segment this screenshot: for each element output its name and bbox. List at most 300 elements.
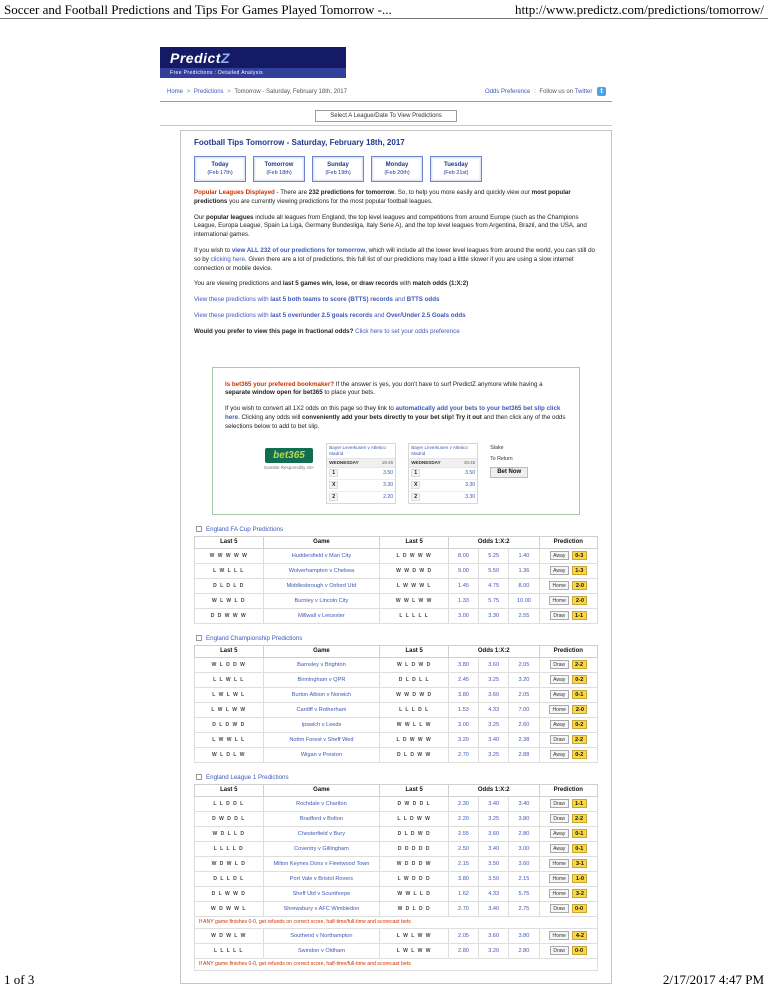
bet365-paragraph-1 bbox=[225, 381, 567, 399]
odds-home[interactable]: 2.05 bbox=[448, 928, 478, 943]
league-checkbox[interactable] bbox=[196, 635, 202, 641]
section-title-link[interactable]: England League 1 Predictions bbox=[206, 773, 289, 781]
prediction-cell bbox=[539, 732, 597, 747]
prediction-pick-badge: Home bbox=[549, 931, 569, 940]
game-link[interactable]: Ipswich v Leeds bbox=[301, 721, 342, 728]
odds-home[interactable]: 1.53 bbox=[448, 702, 478, 717]
slip-match[interactable]: Bayer Leverkusen v Atletico Madrid bbox=[327, 444, 395, 459]
text-segment: most popular predictions bbox=[194, 189, 571, 205]
section-fa-cup bbox=[194, 526, 598, 624]
text-link[interactable]: Over/Under 2.5 Goals odds bbox=[386, 311, 466, 319]
odds-away[interactable]: 2.55 bbox=[509, 608, 539, 623]
prediction-wrap bbox=[550, 904, 587, 913]
prediction-cell bbox=[539, 657, 597, 672]
odds-home[interactable]: 1.45 bbox=[448, 578, 478, 593]
predictz-logo[interactable] bbox=[160, 47, 346, 78]
section-title-row bbox=[196, 774, 598, 781]
intro-paragraph-popular-leagues bbox=[194, 189, 598, 207]
game-cell bbox=[263, 702, 380, 717]
header-last5-home: Last 5 bbox=[195, 784, 264, 796]
prediction-wrap bbox=[550, 690, 587, 699]
home-team-form: W L D D W bbox=[195, 657, 264, 672]
odds-away[interactable]: 3.60 bbox=[509, 856, 539, 871]
game-link[interactable]: Southend v Northampton bbox=[290, 932, 353, 939]
game-cell bbox=[263, 687, 380, 702]
game-cell bbox=[263, 901, 380, 916]
tab-date: (Feb 19th) bbox=[325, 169, 351, 176]
odds-home[interactable]: 3.80 bbox=[448, 657, 478, 672]
odds-away[interactable]: 2.60 bbox=[509, 717, 539, 732]
away-team-form: D D D D D bbox=[380, 841, 449, 856]
away-team-form: L W W W L bbox=[380, 578, 449, 593]
text-segment: Is bet365 your preferred bookmaker? bbox=[225, 380, 335, 388]
header-odds: Odds 1:X:2 bbox=[448, 645, 539, 657]
text-segment: popular leagues bbox=[206, 213, 254, 221]
text-link[interactable]: clicking here bbox=[210, 255, 245, 263]
odds-home[interactable]: 3.00 bbox=[448, 717, 478, 732]
slip-odds-row-draw[interactable] bbox=[409, 480, 477, 492]
top-links-separator: : bbox=[534, 89, 536, 96]
text-segment: If you wish to bbox=[194, 246, 232, 254]
slip-odds-row-home[interactable] bbox=[327, 468, 395, 480]
prediction-score-badge: 1-0 bbox=[572, 874, 587, 883]
odds-draw[interactable]: 3.20 bbox=[479, 943, 509, 958]
prediction-pick-badge: Draw bbox=[550, 946, 569, 955]
prediction-pick-badge: Away bbox=[550, 690, 569, 699]
tab-date: (Feb 21st) bbox=[443, 169, 469, 176]
away-team-form: L W D D D bbox=[380, 871, 449, 886]
odds-draw[interactable]: 3.30 bbox=[479, 608, 509, 623]
logo-brand-z: Z bbox=[220, 49, 231, 66]
text-link[interactable]: view ALL 232 of our predictions for tomorrow bbox=[231, 246, 366, 254]
home-team-form: D L D L D bbox=[195, 578, 264, 593]
prediction-wrap bbox=[550, 799, 587, 808]
prediction-cell bbox=[539, 901, 597, 916]
odds-draw[interactable]: 3.25 bbox=[479, 811, 509, 826]
odds-draw[interactable]: 4.33 bbox=[479, 702, 509, 717]
league-checkbox[interactable] bbox=[196, 526, 202, 532]
game-link[interactable]: Wigan v Preston bbox=[300, 751, 342, 758]
prediction-cell bbox=[539, 928, 597, 943]
odds-draw[interactable]: 5.75 bbox=[479, 593, 509, 608]
header-game: Game bbox=[263, 784, 380, 796]
breadcrumb-home-link[interactable]: Home bbox=[167, 88, 184, 95]
slip-time: 19:45 bbox=[463, 460, 476, 466]
game-link[interactable]: Millwall v Leicester bbox=[298, 612, 345, 619]
home-team-form: W W W W W bbox=[195, 548, 264, 563]
odds-home[interactable]: 9.00 bbox=[448, 563, 478, 578]
refund-note-row bbox=[195, 958, 598, 970]
prediction-row bbox=[195, 928, 598, 943]
odds-key: 1 bbox=[329, 469, 338, 477]
away-team-form: W D D D W bbox=[380, 856, 449, 871]
odds-home[interactable]: 2.20 bbox=[448, 811, 478, 826]
away-team-form: D L D L L bbox=[380, 672, 449, 687]
prediction-score-badge: 0-2 bbox=[572, 675, 587, 684]
text-link[interactable]: View these predictions with bbox=[194, 311, 271, 319]
slip-odds-row-away[interactable] bbox=[409, 492, 477, 503]
game-link[interactable]: Burton Albion v Norwich bbox=[291, 691, 352, 698]
home-team-form: W D W L D bbox=[195, 856, 264, 871]
away-team-form: D W D D L bbox=[380, 796, 449, 811]
game-link[interactable]: Cardiff v Rotherham bbox=[296, 706, 347, 713]
odds-home[interactable]: 2.70 bbox=[448, 901, 478, 916]
intro-paragraph-viewing-mode bbox=[194, 280, 598, 289]
odds-preference-link[interactable]: Odds Preference bbox=[485, 89, 531, 96]
prediction-wrap bbox=[549, 596, 587, 605]
follow-us-label: Follow us on bbox=[539, 89, 574, 96]
game-cell bbox=[263, 796, 380, 811]
text-link[interactable]: View these predictions with bbox=[194, 296, 271, 304]
odds-away[interactable]: 7.00 bbox=[509, 702, 539, 717]
odds-away[interactable]: 2.38 bbox=[509, 732, 539, 747]
prediction-cell bbox=[539, 687, 597, 702]
odds-draw[interactable]: 3.60 bbox=[479, 928, 509, 943]
away-team-form: D L D W W bbox=[380, 747, 449, 762]
header-odds: Odds 1:X:2 bbox=[448, 536, 539, 548]
odds-value[interactable]: 3.30 bbox=[465, 482, 476, 489]
away-team-form: L L L D L bbox=[380, 702, 449, 717]
intro-paragraph-leagues-list bbox=[194, 214, 598, 240]
prediction-pick-badge: Draw bbox=[550, 904, 569, 913]
game-link[interactable]: Swindon v Oldham bbox=[297, 947, 345, 954]
odds-away[interactable]: 3.00 bbox=[509, 841, 539, 856]
odds-away[interactable]: 3.80 bbox=[509, 928, 539, 943]
odds-draw[interactable]: 3.25 bbox=[479, 747, 509, 762]
odds-away[interactable]: 2.05 bbox=[509, 687, 539, 702]
prediction-row bbox=[195, 548, 598, 563]
prediction-pick-badge: Home bbox=[549, 859, 569, 868]
slip-odds-row-draw[interactable] bbox=[327, 480, 395, 492]
odds-away[interactable]: 2.05 bbox=[509, 657, 539, 672]
prediction-row bbox=[195, 796, 598, 811]
print-footer bbox=[4, 972, 764, 988]
prediction-pick-badge: Away bbox=[550, 750, 569, 759]
tab-date: (Feb 17th) bbox=[207, 169, 233, 176]
away-team-form: W W L W W bbox=[380, 593, 449, 608]
home-team-form: D L W W D bbox=[195, 886, 264, 901]
game-link[interactable]: Nottm Forest v Sheff Wed bbox=[289, 736, 354, 743]
over-under-link-line[interactable] bbox=[194, 312, 598, 321]
game-link[interactable]: Milton Keynes Dons v Fleetwood Town bbox=[273, 860, 370, 867]
text-link[interactable]: and bbox=[393, 296, 407, 304]
slip-odds-row-away[interactable] bbox=[327, 492, 395, 503]
odds-home[interactable]: 2.45 bbox=[448, 672, 478, 687]
odds-draw[interactable]: 4.75 bbox=[479, 578, 509, 593]
text-link[interactable]: automatically add your bets to your bet365 bet slip bbox=[395, 405, 545, 413]
game-cell bbox=[263, 856, 380, 871]
text-segment: . Given there are a lot of predictions, this full list of our predictions may load a little slower if you are using a slow internet connection or mobile device. bbox=[194, 255, 574, 272]
prediction-score-badge: 0-2 bbox=[572, 720, 587, 729]
away-team-form: L D W W W bbox=[380, 548, 449, 563]
odds-value[interactable]: 3.50 bbox=[465, 470, 476, 477]
odds-away[interactable]: 10.00 bbox=[509, 593, 539, 608]
game-link[interactable]: Chesterfield v Bury bbox=[297, 830, 346, 837]
text-segment: include all leagues from England, the top level leagues and competitions from around Europe (such as the Champions League, Europa League, Spain La Liga, Germany Bundesliga, Italy Serie A), and the top level leagues from Argentina, Brazil, and the USA, and international games. bbox=[194, 213, 587, 239]
home-team-form: L W W L L bbox=[195, 732, 264, 747]
prediction-row bbox=[195, 687, 598, 702]
odds-draw[interactable]: 3.40 bbox=[479, 841, 509, 856]
game-link[interactable]: Burnley v Lincoln City bbox=[294, 597, 349, 604]
prediction-cell bbox=[539, 856, 597, 871]
odds-draw[interactable]: 3.60 bbox=[479, 687, 509, 702]
odds-home[interactable]: 2.15 bbox=[448, 856, 478, 871]
odds-value[interactable]: 2.20 bbox=[383, 494, 394, 501]
prediction-score-badge: 1-3 bbox=[572, 566, 587, 575]
prediction-pick-badge: Home bbox=[549, 889, 569, 898]
tab-date: (Feb 18th) bbox=[266, 169, 292, 176]
odds-away[interactable]: 2.80 bbox=[509, 826, 539, 841]
odds-away[interactable]: 1.40 bbox=[509, 548, 539, 563]
prediction-row bbox=[195, 702, 598, 717]
odds-home[interactable]: 3.80 bbox=[448, 871, 478, 886]
odds-home[interactable]: 1.62 bbox=[448, 886, 478, 901]
home-team-form: D D W W W bbox=[195, 608, 264, 623]
odds-home[interactable]: 1.33 bbox=[448, 593, 478, 608]
game-link[interactable]: Sheff Utd v Scunthorpe bbox=[292, 890, 351, 897]
header-last5-home: Last 5 bbox=[195, 645, 264, 657]
away-team-form: W W D W D bbox=[380, 563, 449, 578]
prediction-row bbox=[195, 717, 598, 732]
league-date-select[interactable]: Select A League/Date To View Predictions bbox=[315, 110, 457, 122]
odds-home[interactable]: 2.55 bbox=[448, 826, 478, 841]
predictions-table bbox=[194, 536, 598, 624]
prediction-score-badge: 2-0 bbox=[572, 596, 587, 605]
prediction-wrap bbox=[550, 660, 587, 669]
game-cell bbox=[263, 717, 380, 732]
prediction-score-badge: 2-2 bbox=[572, 814, 587, 823]
game-cell bbox=[263, 593, 380, 608]
text-link[interactable]: click here bbox=[225, 405, 561, 421]
bet365-logo-block bbox=[264, 445, 314, 470]
odds-draw[interactable]: 4.33 bbox=[479, 886, 509, 901]
text-link[interactable]: BTTS odds bbox=[406, 296, 440, 304]
section-title-link[interactable]: England Championship Predictions bbox=[206, 634, 303, 642]
text-link[interactable]: last 5 over/under 2.5 goals records bbox=[270, 311, 373, 319]
odds-away[interactable]: 3.40 bbox=[509, 796, 539, 811]
game-cell bbox=[263, 826, 380, 841]
game-link[interactable]: Barnsley v Brighton bbox=[297, 661, 346, 668]
tab-label: Tomorrow bbox=[264, 162, 294, 169]
prediction-cell bbox=[539, 747, 597, 762]
prediction-row bbox=[195, 856, 598, 871]
odds-draw[interactable]: 3.40 bbox=[479, 732, 509, 747]
intro-paragraph-view-all bbox=[194, 247, 598, 273]
game-link[interactable]: Huddersfield v Man City bbox=[291, 552, 352, 559]
prediction-pick-badge: Home bbox=[549, 581, 569, 590]
topbar bbox=[160, 87, 612, 96]
odds-home[interactable]: 8.00 bbox=[448, 548, 478, 563]
prediction-pick-badge: Away bbox=[550, 551, 569, 560]
prediction-score-badge: 3-1 bbox=[572, 859, 587, 868]
odds-draw[interactable]: 3.25 bbox=[479, 672, 509, 687]
bet365-refund-note: If ANY game finishes 0-0, get refunds on correct score, half-time/full-time and scorecast bets bbox=[195, 916, 598, 928]
text-link[interactable]: and bbox=[372, 311, 387, 319]
prediction-pick-badge: Away bbox=[550, 566, 569, 575]
webpage-content bbox=[160, 40, 612, 984]
prediction-score-badge: 4-2 bbox=[572, 931, 587, 940]
to-return-label: To Return bbox=[490, 455, 513, 462]
odds-draw[interactable]: 3.60 bbox=[479, 826, 509, 841]
odds-away[interactable]: 2.15 bbox=[509, 871, 539, 886]
text-segment: 232 predictions for tomorrow bbox=[308, 189, 395, 196]
bet365-logo[interactable]: bet365 bbox=[265, 448, 313, 463]
fractional-odds-line bbox=[194, 328, 598, 337]
prediction-pick-badge: Home bbox=[549, 705, 569, 714]
home-team-form: W D W L W bbox=[195, 928, 264, 943]
game-cell bbox=[263, 928, 380, 943]
odds-home[interactable]: 3.80 bbox=[448, 687, 478, 702]
prediction-wrap bbox=[550, 611, 587, 620]
logo-brand: Predict bbox=[170, 49, 221, 66]
twitter-link[interactable]: Twitter bbox=[574, 89, 593, 96]
prediction-pick-badge: Draw bbox=[550, 735, 569, 744]
game-link[interactable]: Wolverhampton v Chelsea bbox=[288, 567, 355, 574]
game-cell bbox=[263, 563, 380, 578]
header-game: Game bbox=[263, 645, 380, 657]
odds-draw[interactable]: 3.50 bbox=[479, 871, 509, 886]
prediction-row bbox=[195, 811, 598, 826]
text-segment: last 5 games win, lose, or draw records bbox=[282, 280, 399, 288]
odds-home[interactable]: 3.20 bbox=[448, 732, 478, 747]
odds-draw[interactable]: 3.25 bbox=[479, 717, 509, 732]
game-cell bbox=[263, 747, 380, 762]
odds-draw[interactable]: 3.40 bbox=[479, 901, 509, 916]
tab-monday[interactable] bbox=[371, 156, 423, 182]
odds-draw[interactable]: 5.50 bbox=[479, 563, 509, 578]
breadcrumb-separator: > bbox=[186, 88, 191, 95]
text-link[interactable]: last 5 both teams to score (BTTS) records bbox=[270, 296, 393, 304]
game-link[interactable]: Port Vale v Bristol Rovers bbox=[289, 875, 354, 882]
odds-value[interactable]: 3.50 bbox=[383, 470, 394, 477]
odds-away[interactable]: 8.00 bbox=[509, 578, 539, 593]
print-header bbox=[0, 0, 768, 19]
breadcrumb-separator: > bbox=[227, 88, 231, 95]
odds-away[interactable]: 3.20 bbox=[509, 672, 539, 687]
prediction-score-badge: 0-1 bbox=[572, 829, 587, 838]
prediction-pick-badge: Away bbox=[550, 844, 569, 853]
slip-match[interactable]: Bayer Leverkusen v Atletico Madrid bbox=[409, 444, 477, 459]
game-link[interactable]: Middlesbrough v Oxford Utd bbox=[286, 582, 357, 589]
game-link[interactable]: Rochdale v Charlton bbox=[296, 800, 347, 807]
tab-today[interactable] bbox=[194, 156, 246, 182]
odds-away[interactable]: 5.75 bbox=[509, 886, 539, 901]
home-team-form: L W L W W bbox=[195, 702, 264, 717]
prediction-pick-badge: Home bbox=[549, 596, 569, 605]
prediction-wrap bbox=[550, 566, 587, 575]
away-team-form: D L D W D bbox=[380, 826, 449, 841]
prediction-row bbox=[195, 943, 598, 958]
game-cell bbox=[263, 811, 380, 826]
slip-day-row bbox=[327, 459, 395, 468]
odds-home[interactable]: 3.00 bbox=[448, 608, 478, 623]
home-team-form: W D W W L bbox=[195, 901, 264, 916]
predictions-table bbox=[194, 645, 598, 763]
odds-away[interactable]: 2.88 bbox=[509, 747, 539, 762]
odds-away[interactable]: 3.80 bbox=[509, 811, 539, 826]
odds-home[interactable]: 2.70 bbox=[448, 747, 478, 762]
breadcrumb-predictions-link[interactable]: Predictions bbox=[193, 88, 224, 95]
odds-home[interactable]: 2.30 bbox=[448, 796, 478, 811]
home-team-form: W D L L D bbox=[195, 826, 264, 841]
header-last5-away: Last 5 bbox=[380, 645, 449, 657]
prediction-cell bbox=[539, 578, 597, 593]
print-datetime: 2/17/2017 4:47 PM bbox=[662, 972, 764, 987]
prediction-cell bbox=[539, 717, 597, 732]
section-title-link[interactable]: England FA Cup Predictions bbox=[206, 525, 284, 533]
odds-draw[interactable]: 3.40 bbox=[479, 796, 509, 811]
odds-key: 1 bbox=[411, 469, 420, 477]
btts-link-line[interactable] bbox=[194, 296, 598, 305]
prediction-score-badge: 0-2 bbox=[572, 750, 587, 759]
betslip-stake-block bbox=[490, 443, 528, 478]
text-segment: , which will include all the lower level leagues from around the world, you can still do so by bbox=[194, 246, 595, 263]
away-team-form: W D L D D bbox=[380, 901, 449, 916]
prediction-pick-badge: Draw bbox=[550, 611, 569, 620]
odds-draw[interactable]: 5.25 bbox=[479, 548, 509, 563]
slip-day-row bbox=[409, 459, 477, 468]
breadcrumb-current: Tomorrow - Saturday, February 18th, 2017 bbox=[234, 88, 347, 95]
odds-away[interactable]: 2.80 bbox=[509, 943, 539, 958]
prediction-cell bbox=[539, 811, 597, 826]
home-team-form: L W L L L bbox=[195, 563, 264, 578]
odds-value[interactable]: 3.30 bbox=[383, 482, 394, 489]
header-game: Game bbox=[263, 536, 380, 548]
odds-draw[interactable]: 3.60 bbox=[479, 657, 509, 672]
text-link[interactable]: Click here to set your odds preference bbox=[355, 327, 460, 335]
game-link[interactable]: Bradford v Bolton bbox=[299, 815, 344, 822]
bet365-slip-1 bbox=[326, 443, 396, 504]
odds-away[interactable]: 1.36 bbox=[509, 563, 539, 578]
prediction-row bbox=[195, 578, 598, 593]
tab-sunday[interactable] bbox=[312, 156, 364, 182]
odds-home[interactable]: 2.80 bbox=[448, 943, 478, 958]
prediction-row bbox=[195, 563, 598, 578]
text-segment: match odds (1:X:2) bbox=[412, 280, 469, 288]
tab-label: Today bbox=[211, 162, 229, 169]
slip-time: 19:45 bbox=[381, 460, 394, 466]
away-team-form: L L L L L bbox=[380, 608, 449, 623]
odds-away[interactable]: 2.75 bbox=[509, 901, 539, 916]
away-team-form: L W L W W bbox=[380, 928, 449, 943]
stake-label: Stake bbox=[490, 444, 504, 451]
odds-value[interactable]: 3.30 bbox=[465, 494, 476, 501]
prediction-wrap bbox=[549, 874, 587, 883]
tab-tuesday[interactable] bbox=[430, 156, 482, 182]
prediction-pick-badge: Draw bbox=[550, 814, 569, 823]
slip-odds-row-home[interactable] bbox=[409, 468, 477, 480]
bet-now-button[interactable]: Bet Now bbox=[490, 467, 528, 478]
prediction-cell bbox=[539, 563, 597, 578]
prediction-score-badge: 2-0 bbox=[572, 581, 587, 590]
text-segment: with bbox=[398, 280, 413, 288]
odds-draw[interactable]: 3.50 bbox=[479, 856, 509, 871]
prediction-cell bbox=[539, 702, 597, 717]
logo-tagline: Free Predictions : Detailed Analysis bbox=[160, 68, 346, 78]
game-cell bbox=[263, 657, 380, 672]
table-header-row bbox=[195, 536, 598, 548]
game-link[interactable]: Shrewsbury v AFC Wimbledon bbox=[283, 905, 360, 912]
league-checkbox[interactable] bbox=[196, 774, 202, 780]
prediction-wrap bbox=[550, 844, 587, 853]
home-team-form: D W D D L bbox=[195, 811, 264, 826]
odds-home[interactable]: 2.50 bbox=[448, 841, 478, 856]
twitter-icon[interactable]: t bbox=[597, 87, 606, 96]
tab-tomorrow[interactable] bbox=[253, 156, 305, 182]
game-link[interactable]: Birmingham v QPR bbox=[297, 676, 346, 683]
prediction-wrap bbox=[550, 675, 587, 684]
game-link[interactable]: Coventry v Gillingham bbox=[294, 845, 349, 852]
